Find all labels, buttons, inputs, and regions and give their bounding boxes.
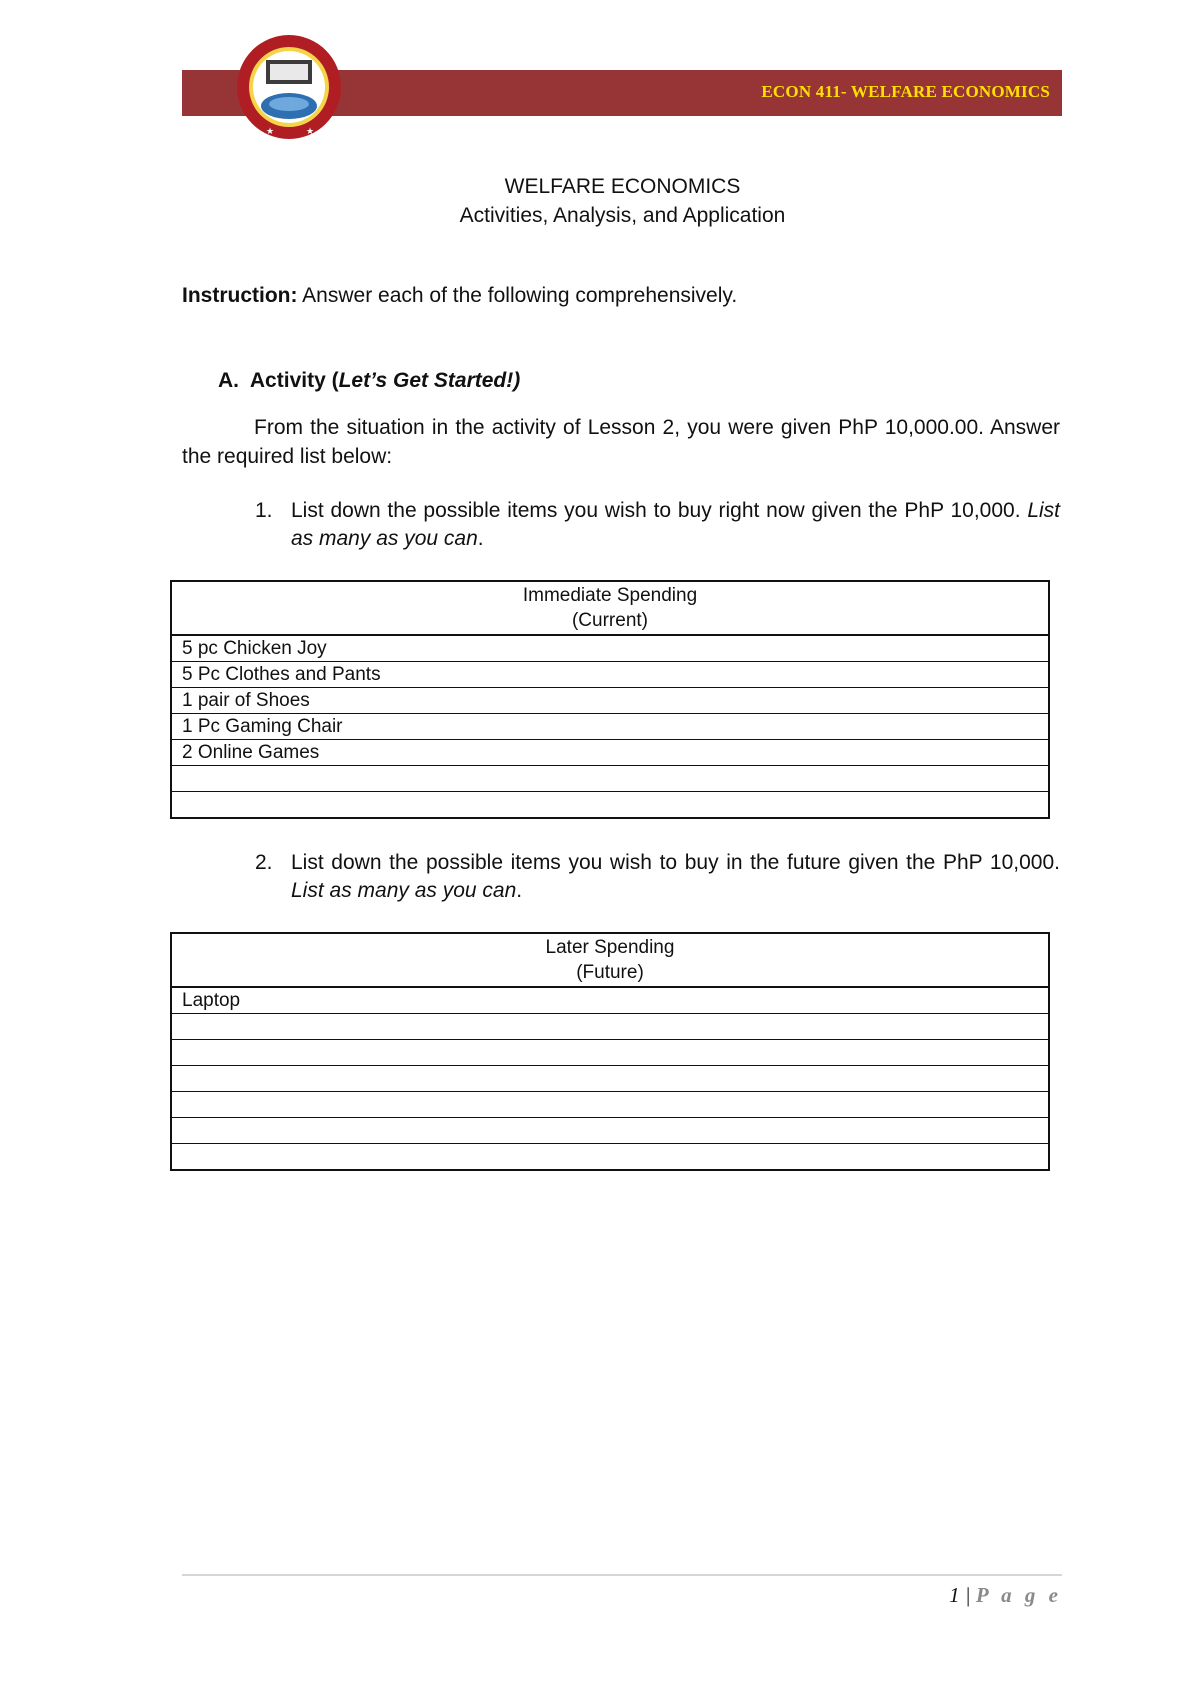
table-row: 1 Pc Gaming Chair (171, 714, 1049, 740)
list-item (255, 849, 1060, 905)
instruction-label: Instruction: (182, 284, 298, 307)
situation-paragraph: From the situation in the activity of Lesson 2, you were given PhP 10,000.00. Answer the required list below: (182, 416, 1060, 468)
table-row (171, 1144, 1049, 1171)
table-header-line1: Immediate Spending (522, 585, 698, 606)
table-header (171, 581, 1049, 635)
table-row (171, 1040, 1049, 1066)
section-letter: A. (218, 369, 239, 392)
later-spending-table (170, 932, 1050, 1171)
table-header-line2: (Future) (576, 962, 644, 983)
page-number (949, 1583, 1062, 1608)
document-subtitle: Activities, Analysis, and Application (459, 204, 786, 227)
table-header-line2: (Current) (571, 610, 648, 631)
item-number: 2. (255, 851, 273, 874)
item-number: 1. (255, 499, 273, 522)
table-row (171, 792, 1049, 819)
instruction (182, 284, 737, 308)
document-title: WELFARE ECONOMICS (504, 175, 741, 198)
table-row (171, 1092, 1049, 1118)
section-italic: Let’s Get Started!) (338, 369, 521, 392)
immediate-spending-table (170, 580, 1050, 819)
instruction-text: Answer each of the following comprehensively. (297, 284, 738, 307)
table-row: 2 Online Games (171, 740, 1049, 766)
table-header-line1: Later Spending (545, 937, 675, 958)
section-label: Activity ( (249, 369, 339, 392)
table-header (171, 933, 1049, 987)
svg-text:★: ★ (266, 126, 275, 136)
page-word: P a g e (975, 1583, 1062, 1607)
item-italic: List as many as you can (291, 499, 1060, 550)
footer-divider (182, 1574, 1062, 1576)
university-seal-logo (236, 32, 342, 142)
table-row (171, 766, 1049, 792)
item-text: List down the possible items you wish to buy in the future given the PhP 10,000. (291, 851, 1060, 874)
page-separator: | (959, 1583, 976, 1607)
svg-text:★: ★ (306, 126, 315, 136)
table-row (171, 1118, 1049, 1144)
page-number-value: 1 (949, 1583, 960, 1607)
course-title: ECON 411- WELFARE ECONOMICS (761, 82, 1050, 101)
item-italic: List as many as you can (291, 879, 517, 902)
table-row: Laptop (171, 987, 1049, 1014)
table-row: 1 pair of Shoes (171, 688, 1049, 714)
table-row: 5 Pc Clothes and Pants (171, 662, 1049, 688)
item-end: . (516, 879, 523, 902)
table-row: 5 pc Chicken Joy (171, 635, 1049, 662)
item-text: List down the possible items you wish to buy right now given the PhP 10,000. (291, 499, 1028, 522)
table-row (171, 1066, 1049, 1092)
section-heading (218, 369, 520, 393)
item-end: . (477, 527, 484, 550)
table-row (171, 1014, 1049, 1040)
list-item (255, 497, 1060, 553)
